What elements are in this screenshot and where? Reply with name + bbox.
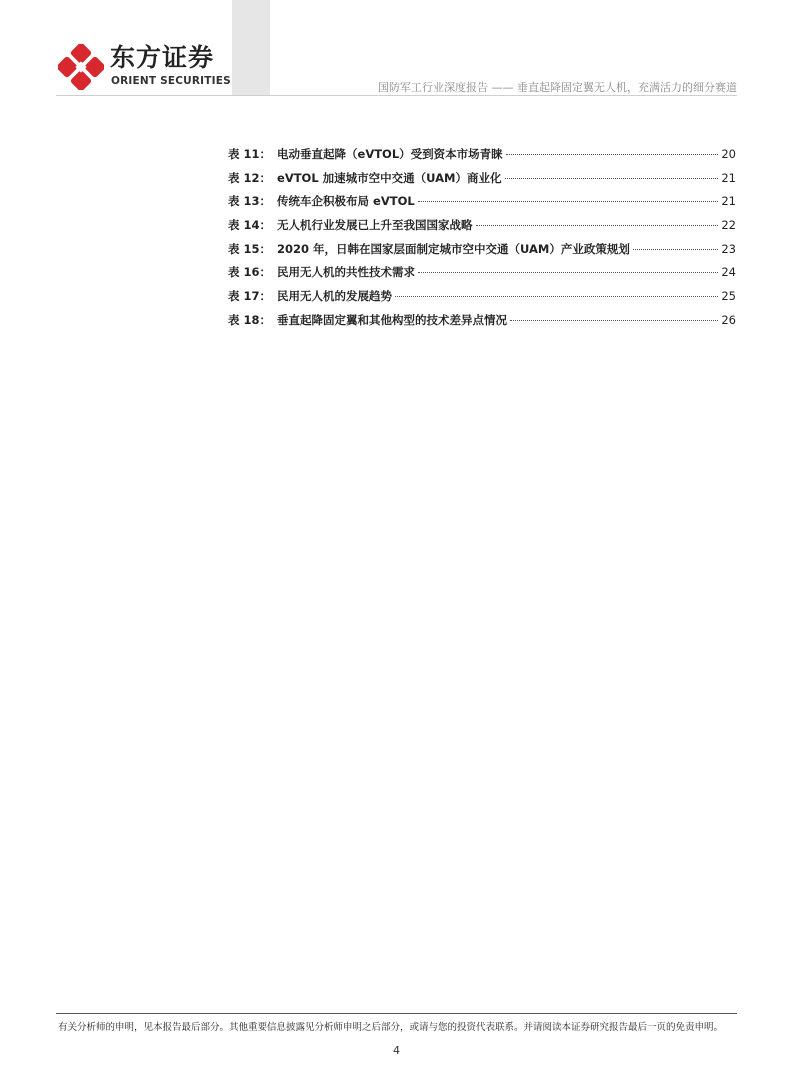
toc-item-page: 21 (721, 194, 736, 209)
toc-item-label: 表 11： (228, 147, 272, 161)
toc-leader-dots (476, 225, 719, 226)
toc-item-page: 23 (721, 241, 736, 256)
toc-item[interactable] (228, 143, 736, 167)
toc-leader-dots (633, 249, 719, 250)
toc-item-label: 表 17： (228, 289, 272, 304)
toc-item-title: 民用无人机的共性技术需求 (277, 265, 416, 280)
brand-name-en: ORIENT SECURITIES (111, 75, 231, 87)
toc-item-title: 传统车企积极布局 eVTOL (277, 194, 415, 209)
toc-leader-dots (395, 296, 718, 297)
toc-item[interactable] (228, 167, 736, 191)
page-number: 4 (393, 1044, 400, 1057)
toc-leader-dots (505, 178, 719, 179)
toc-item[interactable] (228, 190, 736, 214)
toc-leader-dots (506, 154, 719, 155)
toc-item-label: 表 15： (228, 241, 272, 256)
toc-item[interactable] (228, 238, 736, 262)
toc-item-title: 2020 年，日韩在国家层面制定城市空中交通（UAM）产业政策规划 (277, 241, 630, 256)
header-divider (56, 95, 737, 96)
table-of-tables (228, 143, 736, 333)
toc-leader-dots (418, 272, 718, 273)
toc-item[interactable] (228, 285, 736, 309)
report-title: 国防军工行业深度报告 —— 垂直起降固定翼无人机，充满活力的细分赛道 (378, 81, 737, 94)
toc-item-title: 电动垂直起降（eVTOL）受到资本市场青睐 (277, 147, 503, 161)
header-gray-band (232, 0, 270, 95)
toc-item-title: 民用无人机的发展趋势 (277, 289, 393, 304)
toc-leader-dots (418, 201, 719, 202)
toc-item-label: 表 14： (228, 218, 272, 233)
orient-logo-icon (58, 44, 104, 90)
toc-item[interactable] (228, 261, 736, 285)
toc-item-page: 21 (721, 170, 736, 185)
toc-item-page: 25 (721, 289, 736, 304)
toc-item-label: 表 18： (228, 312, 272, 327)
brand-name-cn: 东方证券 (110, 43, 215, 72)
toc-item-label: 表 12： (228, 170, 272, 185)
toc-item-label: 表 16： (228, 265, 272, 280)
footer-divider (56, 1013, 737, 1014)
company-logo (58, 43, 231, 92)
toc-item-page: 24 (721, 265, 736, 280)
toc-item-title: eVTOL 加速城市空中交通（UAM）商业化 (277, 170, 502, 185)
toc-item[interactable] (228, 214, 736, 238)
toc-item-page: 26 (721, 312, 736, 327)
toc-item[interactable] (228, 309, 736, 333)
toc-item-title: 垂直起降固定翼和其他构型的技术差异点情况 (277, 312, 508, 327)
toc-item-page: 22 (721, 218, 736, 233)
toc-item-page: 20 (721, 147, 736, 161)
toc-item-title: 无人机行业发展已上升至我国国家战略 (277, 218, 473, 233)
toc-item-label: 表 13： (228, 194, 272, 209)
footer-disclaimer: 有关分析师的申明，见本报告最后部分。其他重要信息披露见分析师申明之后部分，或请与您的投资代表联系。并请阅读本证券研究报告最后一页的免责申明。 (58, 1022, 724, 1033)
toc-leader-dots (510, 320, 718, 321)
